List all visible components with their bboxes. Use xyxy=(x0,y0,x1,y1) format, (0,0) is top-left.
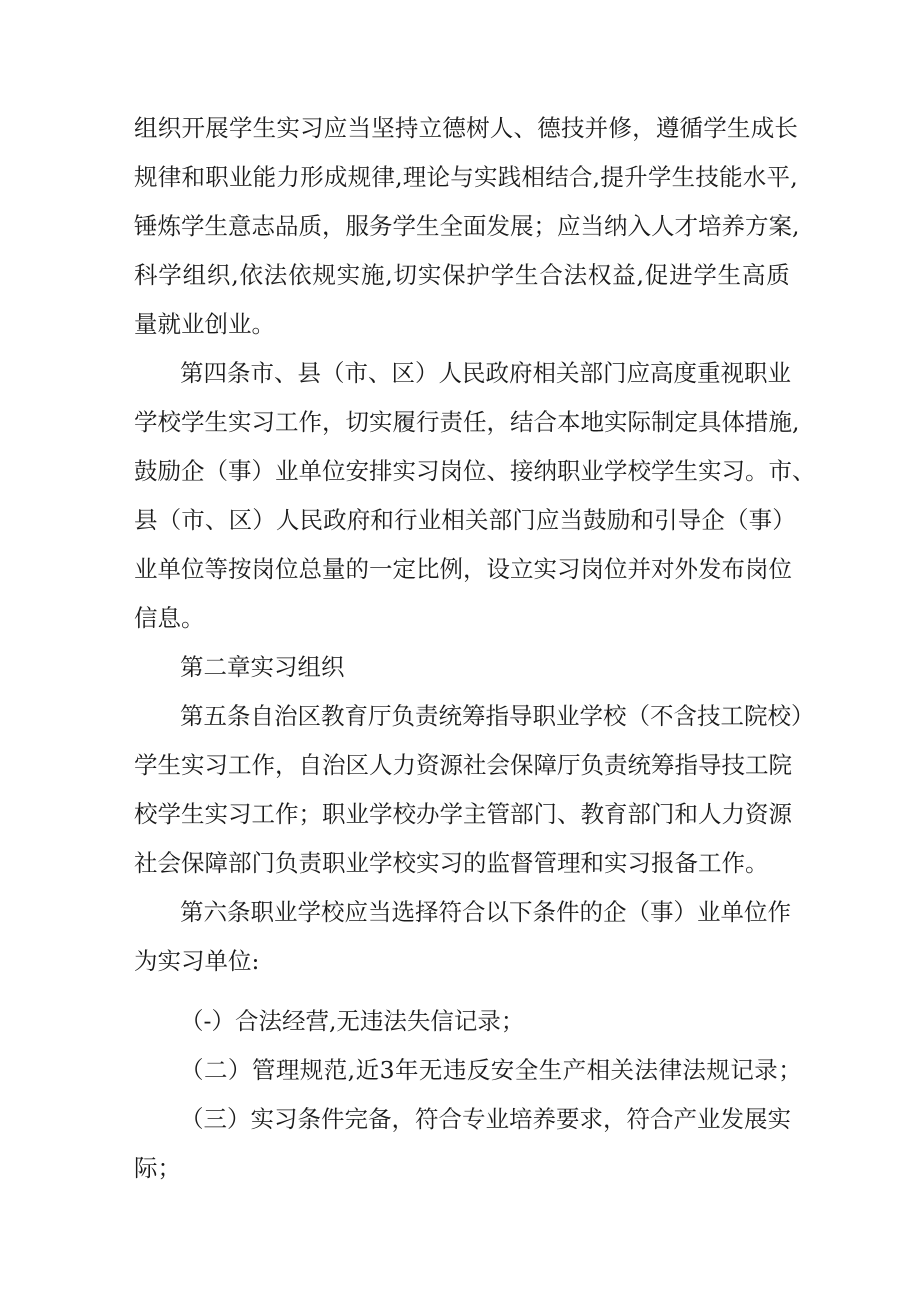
heading-text: 第二章实习组织 xyxy=(180,653,345,681)
text-line: 量就业创业。 xyxy=(134,310,275,338)
text-line: 际； xyxy=(134,1154,181,1182)
text-line: 第 六 条 职 业 学 校 应 当 选 择 符 合 以 下 条 件 的 企 （ 事 ） 业 单 位 作 xyxy=(180,898,791,926)
text-line: 科 学 组 织 , 依 法 依 规 实 施 , 切 实 保 护 学 生 合 法 权 益 , 促 进 学 生 高 质 xyxy=(134,261,790,289)
text-line: 组 织 开 展 学 生 实 习 应 当 坚 持 立 德 树 人 、 德 技 并 修 ， 遵 循 学 生 成 长 xyxy=(134,114,798,142)
text-line: 为实习单位: xyxy=(134,947,260,975)
text-line: 社 会 保 障 部 门 负 责 职 业 学 校 实 习 的 监 督 管 理 和 实 习 报 备 工 作 。 xyxy=(134,849,769,877)
text-line: 信息。 xyxy=(134,604,205,632)
text-line: 锤 炼 学 生 意 志 品 质 ， 服 务 学 生 全 面 发 展 ； 应 当 纳 入 人 才 培 养 方 案 , xyxy=(134,212,800,240)
text-line: 第 五 条 自 治 区 教 育 厅 负 责 统 筹 指 导 职 业 学 校 （ 不 含 技 工 院 校 ） xyxy=(180,702,815,730)
text-line: 学 校 学 生 实 习 工 作 ， 切 实 履 行 责 任 ， 结 合 本 地 实 际 制 定 具 体 措 施 , xyxy=(134,408,800,436)
text-line: 学 生 实 习 工 作 ， 自 治 区 人 力 资 源 社 会 保 障 厅 负 责 统 筹 指 导 技 工 院 xyxy=(134,751,792,779)
text-line: 第 四 条 市 、 县 （ 市 、 区 ） 人 民 政 府 相 关 部 门 应 高 度 重 视 职 业 xyxy=(180,359,791,387)
text-line: 校 学 生 实 习 工 作 ； 职 业 学 校 办 学 主 管 部 门 、 教 育 部 门 和 人 力 资 源 xyxy=(134,800,792,828)
text-line: 鼓 励 企 （ 事 ） 业 单 位 安 排 实 习 岗 位 、 接 纳 职 业 学 校 学 生 实 习 。 市 、 xyxy=(134,457,816,485)
text-line: （-）合法经营,无违法失信记录； xyxy=(180,1007,525,1035)
text-line: 业 单 位 等 按 岗 位 总 量 的 一 定 比 例 ， 设 立 实 习 岗 位 并 对 外 发 布 岗 位 xyxy=(134,555,792,583)
text-line: 县 （ 市 、 区 ） 人 民 政 府 和 行 业 相 关 部 门 应 当 鼓 励 和 引 导 企 （ 事 ） xyxy=(134,506,796,534)
text-line: 规 律 和 职 业 能 力 形 成 规 律 , 理 论 与 实 践 相 结 合 , 提 升 学 生 技 能 水 平 , xyxy=(134,163,798,191)
text-line: （ 二 ） 管 理 规 范 , 近 3 年 无 违 反 安 全 生 产 相 关 法 律 法 规 记 录 ； xyxy=(180,1056,802,1084)
text-line: （ 三 ） 实 习 条 件 完 备 ， 符 合 专 业 培 养 要 求 ， 符 合 产 业 发 展 实 xyxy=(180,1105,791,1133)
